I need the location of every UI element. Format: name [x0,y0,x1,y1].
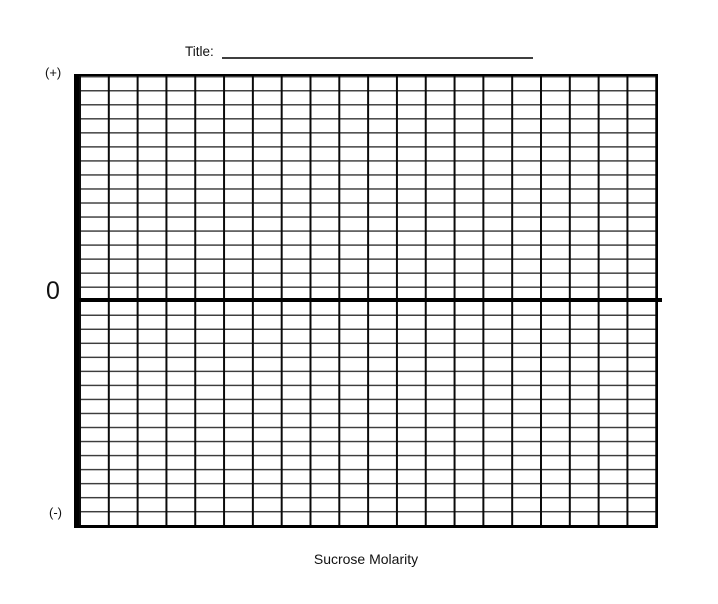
zero-baseline-line [74,298,662,302]
y-axis-negative-label: (-) [49,505,62,520]
x-axis-label: Sucrose Molarity [313,551,419,567]
title-blank-underline [222,57,533,59]
y-axis-positive-label: (+) [45,65,62,80]
y-axis-zero-label: 0 [46,277,60,305]
title-label: Title: [185,44,214,59]
